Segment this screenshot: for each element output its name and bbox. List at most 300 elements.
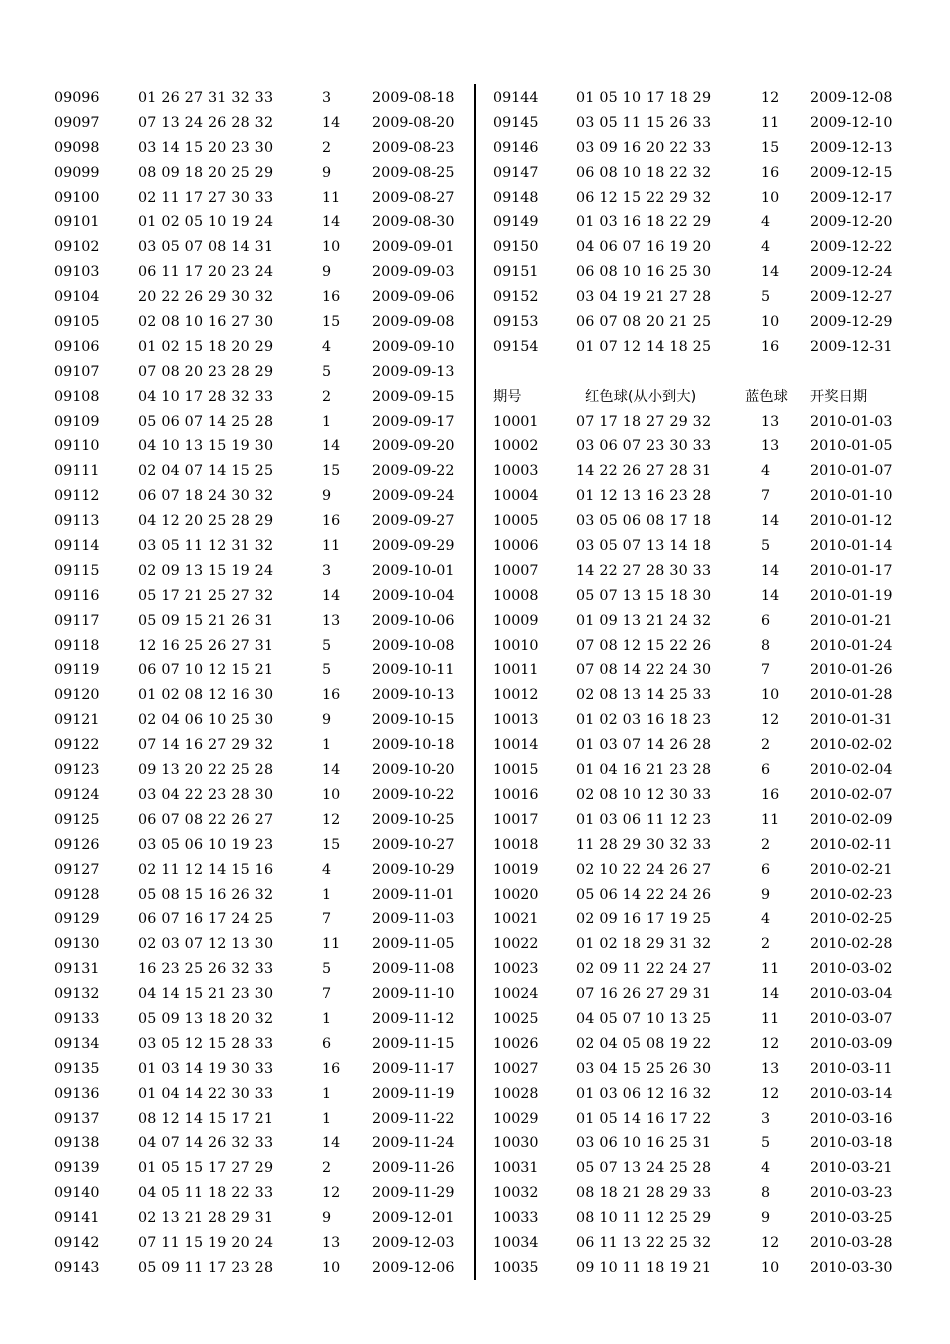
- blue-ball: 2: [761, 737, 771, 754]
- table-row: [54, 634, 466, 659]
- issue-number: 09124: [54, 786, 100, 803]
- blue-ball: 12: [761, 1085, 780, 1102]
- blue-ball: 14: [761, 986, 780, 1003]
- draw-date: 2009-10-22: [372, 786, 455, 803]
- draw-date: 2009-12-22: [810, 239, 893, 256]
- blue-ball: 1: [322, 737, 332, 754]
- table-row: [54, 833, 466, 858]
- blue-ball: 12: [761, 90, 780, 106]
- red-balls: 20 22 26 29 30 32: [138, 289, 274, 306]
- table-row: [54, 957, 466, 982]
- blue-ball: 16: [322, 1060, 341, 1077]
- blue-ball: 1: [322, 886, 332, 903]
- table-row: [54, 410, 466, 435]
- blue-ball: 8: [761, 1185, 771, 1202]
- table-row: [54, 310, 466, 335]
- draw-date: 2009-11-01: [372, 886, 455, 903]
- table-row: [54, 683, 466, 708]
- right-draw-table-2010: [493, 410, 903, 1281]
- issue-number: 10025: [493, 1010, 539, 1027]
- blue-ball: 1: [322, 413, 332, 430]
- draw-date: 2010-01-03: [810, 413, 893, 430]
- red-balls: 02 11 17 27 30 33: [138, 189, 274, 206]
- table-row: [493, 285, 903, 310]
- issue-number: 10012: [493, 687, 539, 704]
- blue-ball: 4: [761, 214, 771, 231]
- draw-date: 2010-03-18: [810, 1135, 893, 1152]
- issue-number: 09112: [54, 488, 100, 505]
- blue-ball: 10: [761, 687, 780, 704]
- blue-ball: 12: [322, 811, 341, 828]
- blue-ball: 14: [322, 1135, 341, 1152]
- issue-number: 09099: [54, 164, 100, 181]
- issue-number: 10014: [493, 737, 539, 754]
- red-balls: 05 09 13 18 20 32: [138, 1010, 274, 1027]
- blue-ball: 14: [322, 438, 341, 455]
- red-balls: 01 02 18 29 31 32: [576, 936, 712, 953]
- draw-date: 2010-03-23: [810, 1185, 893, 1202]
- blue-ball: 16: [322, 687, 341, 704]
- draw-date: 2009-09-10: [372, 338, 455, 355]
- table-row: [493, 509, 903, 534]
- red-balls: 04 12 20 25 28 29: [138, 513, 274, 530]
- issue-number: 09109: [54, 413, 100, 430]
- blue-ball: 7: [322, 911, 332, 928]
- red-balls: 04 10 13 15 19 30: [138, 438, 274, 455]
- red-balls: 01 05 15 17 27 29: [138, 1160, 274, 1177]
- issue-number: 09108: [54, 388, 100, 405]
- draw-date: 2009-09-27: [372, 513, 455, 530]
- issue-number: 10026: [493, 1035, 539, 1052]
- blue-ball: 9: [322, 164, 332, 181]
- issue-number: 09110: [54, 438, 100, 455]
- blue-ball: 10: [322, 1259, 341, 1276]
- issue-number: 09103: [54, 264, 100, 281]
- blue-ball: 3: [322, 562, 332, 579]
- red-balls: 02 04 05 08 19 22: [576, 1035, 712, 1052]
- red-balls: 04 05 11 18 22 33: [138, 1185, 274, 1202]
- issue-number: 10027: [493, 1060, 539, 1077]
- draw-date: 2009-11-19: [372, 1085, 455, 1102]
- blue-ball: 9: [322, 264, 332, 281]
- issue-number: 10032: [493, 1185, 539, 1202]
- table-row: [54, 1181, 466, 1206]
- red-balls: 05 09 11 17 23 28: [138, 1259, 274, 1276]
- table-row: [493, 1181, 903, 1206]
- draw-date: 2009-09-03: [372, 264, 455, 281]
- red-balls: 06 08 10 16 25 30: [576, 264, 712, 281]
- draw-date: 2009-11-24: [372, 1135, 455, 1152]
- draw-date: 2009-12-20: [810, 214, 893, 231]
- blue-ball: 6: [761, 612, 771, 629]
- blue-ball: 7: [322, 986, 332, 1003]
- issue-number: 09150: [493, 239, 539, 256]
- draw-date: 2009-11-03: [372, 911, 455, 928]
- issue-number: 09100: [54, 189, 100, 206]
- issue-number: 09096: [54, 90, 100, 106]
- blue-ball: 13: [322, 612, 341, 629]
- issue-number: 09122: [54, 737, 100, 754]
- red-balls: 14 22 27 28 30 33: [576, 562, 712, 579]
- table-row: [493, 658, 903, 683]
- table-row: [493, 733, 903, 758]
- issue-number: 09102: [54, 239, 100, 256]
- table-row: [54, 733, 466, 758]
- draw-date: 2010-01-31: [810, 712, 893, 729]
- red-balls: 03 05 06 08 17 18: [576, 513, 712, 530]
- table-row: [493, 534, 903, 559]
- draw-date: 2010-02-07: [810, 786, 893, 803]
- issue-number: 10017: [493, 811, 539, 828]
- draw-date: 2010-01-21: [810, 612, 893, 629]
- red-balls: 07 08 14 22 24 30: [576, 662, 712, 679]
- table-row: [54, 385, 466, 410]
- blue-ball: 11: [322, 538, 341, 555]
- blue-ball: 5: [761, 289, 771, 306]
- table-row: [493, 1082, 903, 1107]
- red-balls: 01 03 06 11 12 23: [576, 811, 712, 828]
- table-row: [54, 1156, 466, 1181]
- red-balls: 05 06 07 14 25 28: [138, 413, 274, 430]
- issue-number: 10003: [493, 463, 539, 480]
- table-row: [54, 1082, 466, 1107]
- left-draw-table: [54, 86, 466, 1281]
- draw-date: 2009-09-20: [372, 438, 455, 455]
- issue-number: 09142: [54, 1234, 100, 1251]
- red-balls: 07 08 12 15 22 26: [576, 637, 712, 654]
- red-balls: 01 04 14 22 30 33: [138, 1085, 274, 1102]
- blue-ball: 2: [322, 388, 332, 405]
- issue-number: 09144: [493, 90, 539, 106]
- table-row: [54, 136, 466, 161]
- draw-date: 2010-02-25: [810, 911, 893, 928]
- issue-number: 10024: [493, 986, 539, 1003]
- table-row: [54, 509, 466, 534]
- blue-ball: 13: [761, 413, 780, 430]
- red-balls: 06 07 10 12 15 21: [138, 662, 274, 679]
- draw-date: 2009-09-13: [372, 363, 455, 380]
- table-row: [54, 584, 466, 609]
- blue-ball: 10: [761, 1259, 780, 1276]
- blue-ball: 4: [761, 463, 771, 480]
- draw-date: 2009-11-26: [372, 1160, 455, 1177]
- red-balls: 05 08 15 16 26 32: [138, 886, 274, 903]
- red-balls: 05 06 14 22 24 26: [576, 886, 712, 903]
- issue-number: 09139: [54, 1160, 100, 1177]
- issue-number: 09118: [54, 637, 100, 654]
- red-balls: 04 06 07 16 19 20: [576, 239, 712, 256]
- red-balls: 08 09 18 20 25 29: [138, 164, 274, 181]
- blue-ball: 11: [322, 936, 341, 953]
- table-row: [493, 858, 903, 883]
- issue-number: 09101: [54, 214, 100, 231]
- blue-ball: 2: [761, 836, 771, 853]
- red-balls: 01 12 13 16 23 28: [576, 488, 712, 505]
- draw-date: 2010-01-10: [810, 488, 893, 505]
- draw-date: 2010-02-04: [810, 762, 893, 779]
- issue-number: 09152: [493, 289, 539, 306]
- blue-ball: 1: [322, 1010, 332, 1027]
- issue-number: 10029: [493, 1110, 539, 1127]
- red-balls: 01 26 27 31 32 33: [138, 90, 274, 106]
- draw-date: 2009-11-08: [372, 961, 455, 978]
- blue-ball: 12: [761, 1234, 780, 1251]
- table-row: [54, 783, 466, 808]
- table-row: [493, 609, 903, 634]
- blue-ball: 4: [761, 911, 771, 928]
- issue-number: 09129: [54, 911, 100, 928]
- blue-ball: 5: [322, 961, 332, 978]
- blue-ball: 15: [761, 139, 780, 156]
- red-balls: 06 07 18 24 30 32: [138, 488, 274, 505]
- issue-number: 10022: [493, 936, 539, 953]
- red-balls: 02 13 21 28 29 31: [138, 1210, 274, 1227]
- issue-number: 09119: [54, 662, 100, 679]
- red-balls: 01 02 08 12 16 30: [138, 687, 274, 704]
- issue-number: 09135: [54, 1060, 100, 1077]
- issue-number: 10034: [493, 1234, 539, 1251]
- table-row: [54, 360, 466, 385]
- draw-date: 2009-10-04: [372, 587, 455, 604]
- table-row: [54, 210, 466, 235]
- draw-date: 2009-10-29: [372, 861, 455, 878]
- draw-date: 2010-02-23: [810, 886, 893, 903]
- draw-date: 2010-01-26: [810, 662, 893, 679]
- draw-date: 2009-12-17: [810, 189, 893, 206]
- draw-date: 2010-02-09: [810, 811, 893, 828]
- blue-ball: 7: [761, 662, 771, 679]
- red-balls: 01 03 07 14 26 28: [576, 737, 712, 754]
- draw-date: 2010-01-19: [810, 587, 893, 604]
- red-balls: 03 04 15 25 26 30: [576, 1060, 712, 1077]
- issue-number: 10018: [493, 836, 539, 853]
- draw-date: 2010-03-21: [810, 1160, 893, 1177]
- table-row: [493, 136, 903, 161]
- table-row: [54, 658, 466, 683]
- draw-date: 2010-01-28: [810, 687, 893, 704]
- draw-date: 2010-03-09: [810, 1035, 893, 1052]
- issue-number: 09145: [493, 114, 539, 131]
- draw-date: 2009-10-15: [372, 712, 455, 729]
- red-balls: 06 11 13 22 25 32: [576, 1234, 712, 1251]
- table-row: [493, 1131, 903, 1156]
- draw-date: 2009-08-18: [372, 90, 455, 106]
- issue-number: 10033: [493, 1210, 539, 1227]
- blue-ball: 9: [761, 886, 771, 903]
- table-row: [493, 982, 903, 1007]
- draw-date: 2009-12-13: [810, 139, 893, 156]
- issue-number: 09146: [493, 139, 539, 156]
- red-balls: 07 13 24 26 28 32: [138, 114, 274, 131]
- draw-date: 2010-01-17: [810, 562, 893, 579]
- issue-number: 10021: [493, 911, 539, 928]
- table-row: [54, 758, 466, 783]
- table-header-row: [493, 385, 903, 410]
- blue-ball: 10: [761, 189, 780, 206]
- blue-ball: 13: [761, 1060, 780, 1077]
- red-balls: 01 03 06 12 16 32: [576, 1085, 712, 1102]
- draw-date: 2009-09-24: [372, 488, 455, 505]
- table-row: [493, 833, 903, 858]
- table-row: [54, 285, 466, 310]
- draw-date: 2009-12-03: [372, 1234, 455, 1251]
- red-balls: 04 07 14 26 32 33: [138, 1135, 274, 1152]
- red-balls: 03 04 22 23 28 30: [138, 786, 274, 803]
- table-row: [54, 559, 466, 584]
- issue-number: 09132: [54, 986, 100, 1003]
- issue-number: 09133: [54, 1010, 100, 1027]
- table-row: [493, 634, 903, 659]
- issue-number: 10009: [493, 612, 539, 629]
- draw-date: 2009-08-25: [372, 164, 455, 181]
- issue-number: 09141: [54, 1210, 100, 1227]
- table-row: [493, 1032, 903, 1057]
- issue-number: 10015: [493, 762, 539, 779]
- draw-date: 2009-09-22: [372, 463, 455, 480]
- draw-date: 2010-03-07: [810, 1010, 893, 1027]
- issue-number: 09120: [54, 687, 100, 704]
- table-row: [493, 434, 903, 459]
- draw-date: 2009-11-15: [372, 1035, 455, 1052]
- issue-number: 09117: [54, 612, 100, 629]
- blue-ball: 5: [322, 662, 332, 679]
- issue-number: 09134: [54, 1035, 100, 1052]
- draw-date: 2009-09-15: [372, 388, 455, 405]
- red-balls: 02 08 13 14 25 33: [576, 687, 712, 704]
- issue-number: 09140: [54, 1185, 100, 1202]
- header-red-balls: 红色球(从小到大): [585, 388, 697, 405]
- table-row: [54, 883, 466, 908]
- table-row: [54, 609, 466, 634]
- red-balls: 03 14 15 20 23 30: [138, 139, 274, 156]
- draw-date: 2010-03-04: [810, 986, 893, 1003]
- red-balls: 06 11 17 20 23 24: [138, 264, 274, 281]
- draw-date: 2010-01-05: [810, 438, 893, 455]
- blue-ball: 4: [322, 338, 332, 355]
- issue-number: 10031: [493, 1160, 539, 1177]
- blue-ball: 11: [761, 961, 780, 978]
- red-balls: 14 22 26 27 28 31: [576, 463, 712, 480]
- draw-date: 2009-11-29: [372, 1185, 455, 1202]
- table-row: [493, 235, 903, 260]
- issue-number: 09147: [493, 164, 539, 181]
- draw-date: 2010-03-14: [810, 1085, 893, 1102]
- red-balls: 16 23 25 26 32 33: [138, 961, 274, 978]
- table-row: [54, 1107, 466, 1132]
- blue-ball: 14: [322, 587, 341, 604]
- red-balls: 02 04 07 14 15 25: [138, 463, 274, 480]
- issue-number: 09107: [54, 363, 100, 380]
- red-balls: 03 04 19 21 27 28: [576, 289, 712, 306]
- table-row: [54, 1131, 466, 1156]
- table-row: [54, 186, 466, 211]
- issue-number: 10008: [493, 587, 539, 604]
- header-issue: 期号: [493, 388, 522, 405]
- issue-number: 09114: [54, 538, 100, 555]
- issue-number: 10002: [493, 438, 539, 455]
- blue-ball: 6: [761, 762, 771, 779]
- issue-number: 10035: [493, 1259, 539, 1276]
- blue-ball: 9: [761, 1210, 771, 1227]
- draw-date: 2009-10-08: [372, 637, 455, 654]
- issue-number: 09113: [54, 513, 100, 530]
- blue-ball: 16: [761, 338, 780, 355]
- draw-date: 2009-11-12: [372, 1010, 455, 1027]
- red-balls: 06 07 08 20 21 25: [576, 314, 712, 331]
- red-balls: 09 13 20 22 25 28: [138, 762, 274, 779]
- red-balls: 01 09 13 21 24 32: [576, 612, 712, 629]
- blue-ball: 2: [761, 936, 771, 953]
- draw-date: 2009-08-27: [372, 189, 455, 206]
- blue-ball: 3: [761, 1110, 771, 1127]
- blue-ball: 4: [761, 239, 771, 256]
- issue-number: 09116: [54, 587, 100, 604]
- draw-date: 2009-10-27: [372, 836, 455, 853]
- draw-date: 2010-03-25: [810, 1210, 893, 1227]
- red-balls: 09 10 11 18 19 21: [576, 1259, 712, 1276]
- table-row: [493, 783, 903, 808]
- right-draw-table-2009: [493, 86, 903, 360]
- red-balls: 04 05 07 10 13 25: [576, 1010, 712, 1027]
- issue-number: 10019: [493, 861, 539, 878]
- table-row: [54, 534, 466, 559]
- red-balls: 05 07 13 24 25 28: [576, 1160, 712, 1177]
- draw-date: 2009-10-01: [372, 562, 455, 579]
- red-balls: 02 10 22 24 26 27: [576, 861, 712, 878]
- draw-date: 2009-10-20: [372, 762, 455, 779]
- issue-number: 09136: [54, 1085, 100, 1102]
- red-balls: 07 14 16 27 29 32: [138, 737, 274, 754]
- issue-number: 10005: [493, 513, 539, 530]
- blue-ball: 9: [322, 712, 332, 729]
- draw-date: 2009-09-29: [372, 538, 455, 555]
- red-balls: 01 07 12 14 18 25: [576, 338, 712, 355]
- red-balls: 08 10 11 12 25 29: [576, 1210, 712, 1227]
- table-row: [54, 1256, 466, 1281]
- red-balls: 05 09 15 21 26 31: [138, 612, 274, 629]
- red-balls: 07 08 20 23 28 29: [138, 363, 274, 380]
- table-row: [493, 1057, 903, 1082]
- issue-number: 10013: [493, 712, 539, 729]
- blue-ball: 14: [322, 762, 341, 779]
- issue-number: 09127: [54, 861, 100, 878]
- draw-date: 2009-09-01: [372, 239, 455, 256]
- table-row: [493, 210, 903, 235]
- table-row: [54, 459, 466, 484]
- red-balls: 03 05 07 08 14 31: [138, 239, 274, 256]
- draw-date: 2010-02-21: [810, 861, 893, 878]
- issue-number: 09121: [54, 712, 100, 729]
- red-balls: 02 03 07 12 13 30: [138, 936, 274, 953]
- red-balls: 01 03 16 18 22 29: [576, 214, 712, 231]
- blue-ball: 13: [761, 438, 780, 455]
- issue-number: 10004: [493, 488, 539, 505]
- blue-ball: 9: [322, 488, 332, 505]
- table-row: [493, 1156, 903, 1181]
- draw-date: 2010-02-28: [810, 936, 893, 953]
- red-balls: 01 05 10 17 18 29: [576, 90, 712, 106]
- red-balls: 03 05 07 13 14 18: [576, 538, 712, 555]
- issue-number: 09143: [54, 1259, 100, 1276]
- issue-number: 09128: [54, 886, 100, 903]
- table-row: [493, 86, 903, 111]
- table-row: [493, 161, 903, 186]
- red-balls: 03 05 12 15 28 33: [138, 1035, 274, 1052]
- red-balls: 07 17 18 27 29 32: [576, 413, 712, 430]
- draw-date: 2009-12-27: [810, 289, 893, 306]
- blue-ball: 16: [322, 513, 341, 530]
- issue-number: 09125: [54, 811, 100, 828]
